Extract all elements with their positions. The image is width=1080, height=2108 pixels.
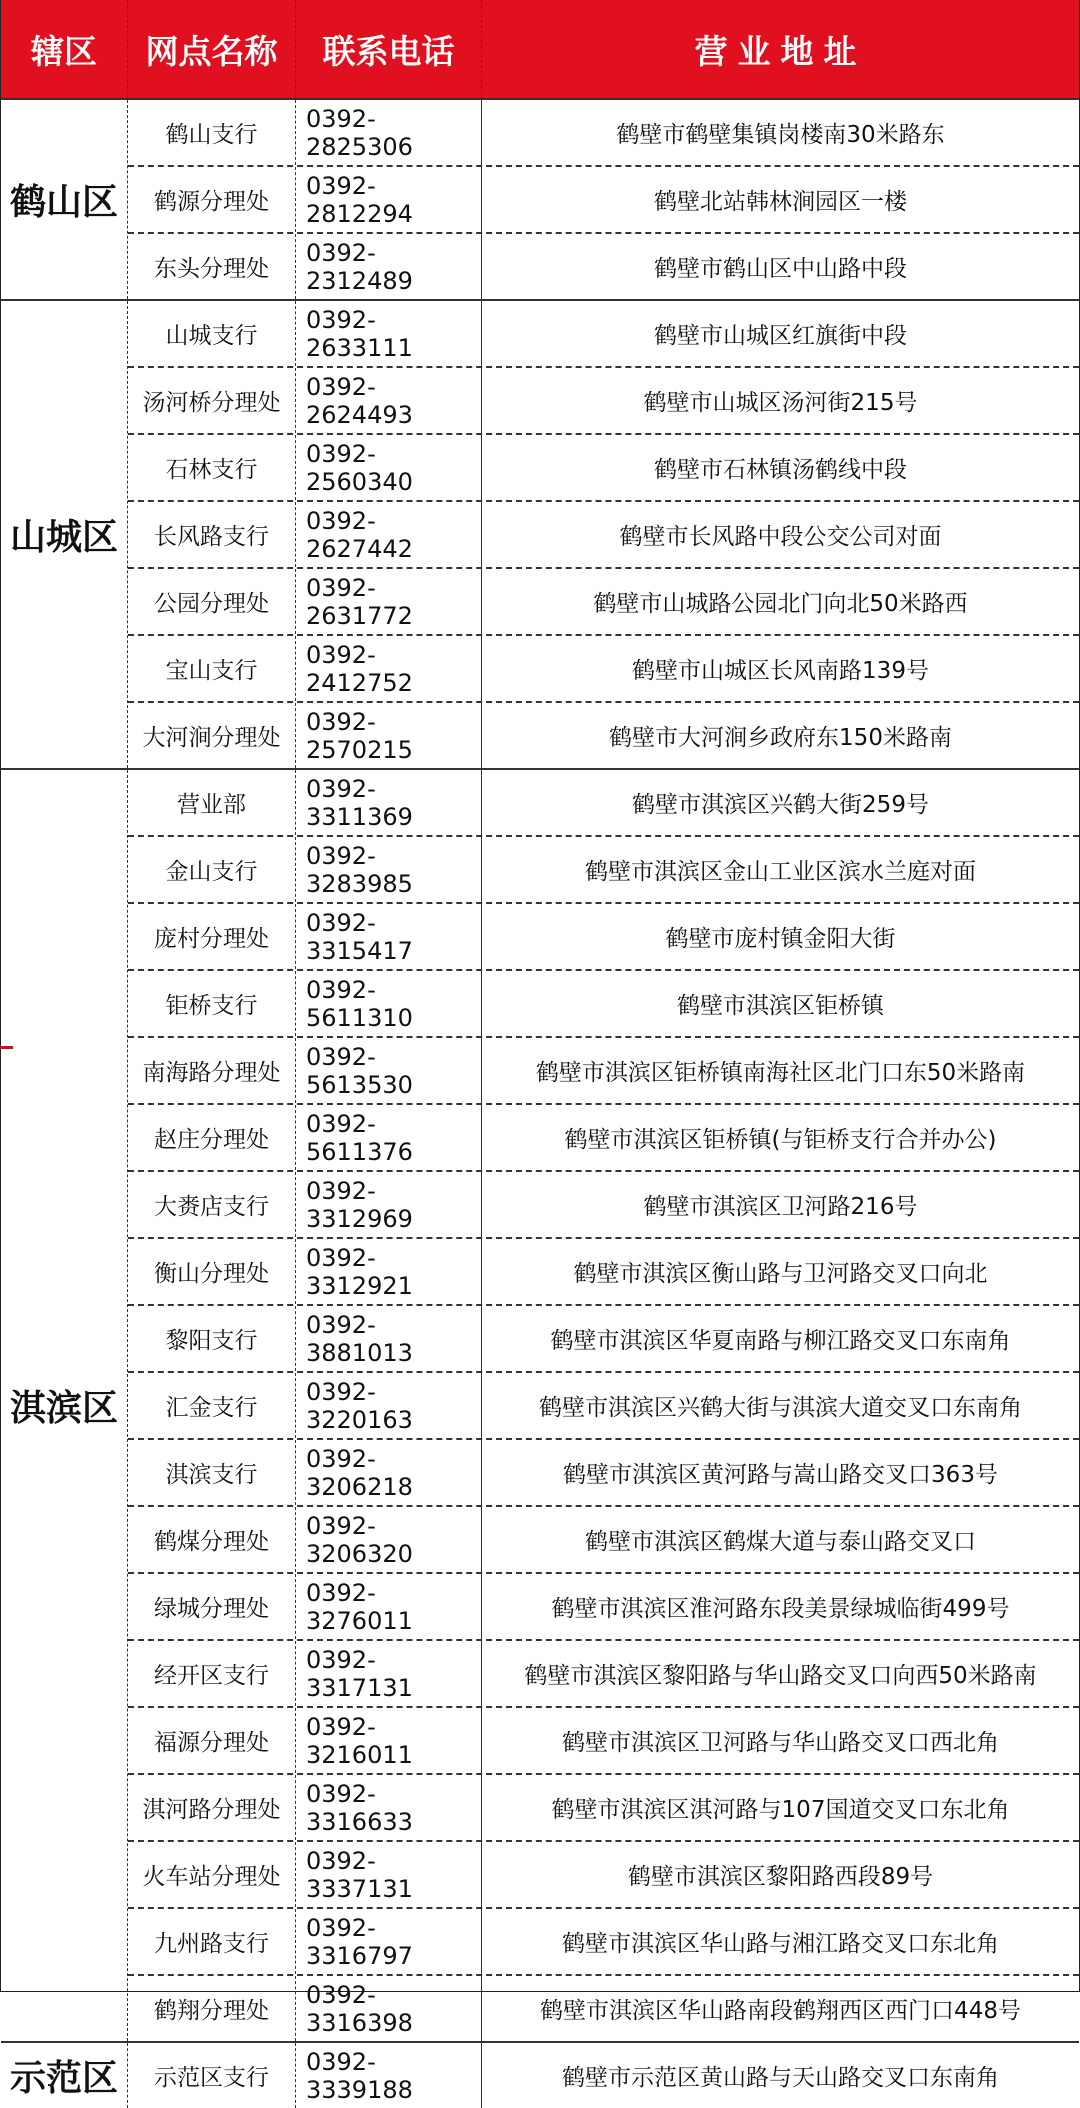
branch-name: 绿城分理处 <box>128 1574 296 1639</box>
table-row <box>128 1105 1079 1172</box>
address: 鹤壁市示范区黄山路与天山路交叉口东南角 <box>562 2065 999 2091</box>
phone-number: 0392-3315417 <box>296 904 482 969</box>
branch-name: 金山支行 <box>128 837 296 902</box>
address: 鹤壁市鹤山区中山路中段 <box>654 256 907 282</box>
district-label: 示范区 <box>1 2043 128 2108</box>
branch-name: 汇金支行 <box>128 1373 296 1438</box>
address: 鹤壁市淇滨区钜桥镇(与钜桥支行合并办公) <box>564 1127 997 1153</box>
table-row <box>128 1775 1079 1842</box>
phone-number: 0392-2624493 <box>296 368 482 433</box>
address: 鹤壁市山城区红旗街中段 <box>654 323 907 349</box>
district-group <box>1 301 1079 770</box>
phone-number: 0392-3220163 <box>296 1373 482 1438</box>
table-row <box>128 1641 1079 1708</box>
address: 鹤壁市淇滨区钜桥镇南海社区北门口东50米路南 <box>535 1060 1026 1086</box>
address: 鹤壁市淇滨区兴鹤大街与淇滨大道交叉口东南角 <box>539 1395 1022 1421</box>
branch-name: 宝山支行 <box>128 636 296 701</box>
phone-number: 0392-5611376 <box>296 1105 482 1170</box>
table-row <box>128 1172 1079 1239</box>
address: 鹤壁市淇滨区淮河路东段美景绿城临街499号 <box>551 1596 1010 1622</box>
branch-name: 汤河桥分理处 <box>128 368 296 433</box>
address: 鹤壁市淇滨区衡山路与卫河路交叉口向北 <box>573 1261 988 1287</box>
phone-number: 0392-3316398 <box>296 1976 482 2041</box>
phone-number: 0392-3276011 <box>296 1574 482 1639</box>
table-row <box>128 1038 1079 1105</box>
phone-number: 0392-2570215 <box>296 703 482 768</box>
district-label: 淇滨区 <box>1 770 128 2041</box>
address: 鹤壁市庞村镇金阳大街 <box>665 926 896 952</box>
phone-number: 0392-5613530 <box>296 1038 482 1103</box>
header-district: 辖区 <box>1 0 128 98</box>
phone-number: 0392-3216011 <box>296 1708 482 1773</box>
branch-name: 东头分理处 <box>128 234 296 299</box>
address: 鹤壁市山城路公园北门向北50米路西 <box>593 591 968 617</box>
phone-number: 0392-2412752 <box>296 636 482 701</box>
phone-number: 0392-3206320 <box>296 1507 482 1572</box>
address: 鹤壁北站韩林涧园区一楼 <box>654 189 907 215</box>
district-rows <box>128 100 1079 299</box>
table-row <box>128 837 1079 904</box>
address: 鹤壁市山城区汤河街215号 <box>643 390 918 416</box>
phone-number: 0392-3316633 <box>296 1775 482 1840</box>
table-row <box>128 234 1079 299</box>
phone-number: 0392-3339188 <box>296 2043 482 2108</box>
table-row <box>128 1373 1079 1440</box>
district-rows <box>128 2043 1079 2108</box>
branch-name: 经开区支行 <box>128 1641 296 1706</box>
address: 鹤壁市淇滨区淇河路与107国道交叉口东北角 <box>551 1797 1010 1823</box>
phone-number: 0392-3206218 <box>296 1440 482 1505</box>
phone-number: 0392-3881013 <box>296 1306 482 1371</box>
table-row <box>128 100 1079 167</box>
address: 鹤壁市淇滨区金山工业区滨水兰庭对面 <box>585 859 976 885</box>
branch-name: 黎阳支行 <box>128 1306 296 1371</box>
branch-name: 九州路支行 <box>128 1909 296 1974</box>
phone-number: 0392-2312489 <box>296 234 482 299</box>
table-row <box>128 1708 1079 1775</box>
branch-name: 鹤煤分理处 <box>128 1507 296 1572</box>
phone-number: 0392-2812294 <box>296 167 482 232</box>
table-row <box>128 167 1079 234</box>
branch-name: 南海路分理处 <box>128 1038 296 1103</box>
district-group <box>1 2043 1079 2108</box>
phone-number: 0392-2633111 <box>296 301 482 366</box>
branch-name: 鹤山支行 <box>128 100 296 165</box>
phone-number: 0392-3312921 <box>296 1239 482 1304</box>
branch-name: 庞村分理处 <box>128 904 296 969</box>
red-tick-mark <box>0 1046 13 1049</box>
header-address: 营业地址 <box>694 31 867 71</box>
table-row <box>128 368 1079 435</box>
district-label: 山城区 <box>1 301 128 768</box>
branch-name: 大河涧分理处 <box>128 703 296 768</box>
table-row <box>128 636 1079 703</box>
phone-number: 0392-2560340 <box>296 435 482 500</box>
branch-name: 石林支行 <box>128 435 296 500</box>
branch-name: 钜桥支行 <box>128 971 296 1036</box>
table-row <box>128 435 1079 502</box>
table-body <box>1 100 1079 2108</box>
branch-name: 山城支行 <box>128 301 296 366</box>
table-row <box>128 301 1079 368</box>
address: 鹤壁市山城区长风南路139号 <box>632 658 929 684</box>
branch-name: 福源分理处 <box>128 1708 296 1773</box>
table-row <box>128 1976 1079 2041</box>
branch-name: 大赉店支行 <box>128 1172 296 1237</box>
phone-number: 0392-2631772 <box>296 569 482 634</box>
table-row <box>128 1306 1079 1373</box>
district-label: 鹤山区 <box>1 100 128 299</box>
phone-number: 0392-2825306 <box>296 100 482 165</box>
branch-name: 长风路支行 <box>128 502 296 567</box>
phone-number: 0392-3316797 <box>296 1909 482 1974</box>
branch-name: 鹤源分理处 <box>128 167 296 232</box>
branch-name: 淇河路分理处 <box>128 1775 296 1840</box>
district-group <box>1 770 1079 2043</box>
branch-name: 营业部 <box>128 770 296 835</box>
district-rows <box>128 770 1079 2041</box>
phone-number: 0392-2627442 <box>296 502 482 567</box>
address: 鹤壁市淇滨区黄河路与嵩山路交叉口363号 <box>563 1462 998 1488</box>
address: 鹤壁市淇滨区华山路南段鹤翔西区西门口448号 <box>540 1998 1021 2024</box>
phone-number: 0392-3317131 <box>296 1641 482 1706</box>
table-header <box>1 0 1079 100</box>
table-row <box>128 1507 1079 1574</box>
table-row <box>128 1239 1079 1306</box>
address: 鹤壁市鹤壁集镇岗楼南30米路东 <box>616 122 945 148</box>
table-row <box>128 502 1079 569</box>
branch-name: 火车站分理处 <box>128 1842 296 1907</box>
phone-number: 0392-3283985 <box>296 837 482 902</box>
address: 鹤壁市淇滨区华夏南路与柳江路交叉口东南角 <box>550 1328 1011 1354</box>
branch-name: 鹤翔分理处 <box>128 1976 296 2041</box>
address: 鹤壁市大河涧乡政府东150米路南 <box>609 725 952 751</box>
address: 鹤壁市淇滨区鹤煤大道与泰山路交叉口 <box>585 1529 976 1555</box>
address: 鹤壁市淇滨区兴鹤大街259号 <box>632 792 929 818</box>
table-row <box>128 1574 1079 1641</box>
address: 鹤壁市淇滨区黎阳路与华山路交叉口向西50米路南 <box>524 1663 1037 1689</box>
header-phone: 联系电话 <box>296 0 482 98</box>
branch-name: 示范区支行 <box>128 2043 296 2108</box>
address: 鹤壁市淇滨区钜桥镇 <box>677 993 884 1019</box>
address: 鹤壁市淇滨区卫河路216号 <box>643 1194 918 1220</box>
branch-name: 衡山分理处 <box>128 1239 296 1304</box>
table-row <box>128 1842 1079 1909</box>
phone-number: 0392-3312969 <box>296 1172 482 1237</box>
address: 鹤壁市石林镇汤鹤线中段 <box>654 457 907 483</box>
table-row <box>128 904 1079 971</box>
address: 鹤壁市淇滨区华山路与湘江路交叉口东北角 <box>562 1931 999 1957</box>
phone-number: 0392-3311369 <box>296 770 482 835</box>
table-row <box>128 1440 1079 1507</box>
phone-number: 0392-3337131 <box>296 1842 482 1907</box>
table-row <box>128 569 1079 636</box>
address: 鹤壁市淇滨区卫河路与华山路交叉口西北角 <box>562 1730 999 1756</box>
address: 鹤壁市淇滨区黎阳路西段89号 <box>627 1864 934 1890</box>
table-row <box>128 2043 1079 2108</box>
table-row <box>128 1909 1079 1976</box>
branch-name: 淇滨支行 <box>128 1440 296 1505</box>
branch-name: 赵庄分理处 <box>128 1105 296 1170</box>
phone-number: 0392-5611310 <box>296 971 482 1036</box>
table-row <box>128 971 1079 1038</box>
district-group <box>1 100 1079 301</box>
branch-name: 公园分理处 <box>128 569 296 634</box>
table-row <box>128 770 1079 837</box>
address: 鹤壁市长风路中段公交公司对面 <box>619 524 942 550</box>
table-row <box>128 703 1079 768</box>
district-rows <box>128 301 1079 768</box>
header-branch-name: 网点名称 <box>128 0 296 98</box>
